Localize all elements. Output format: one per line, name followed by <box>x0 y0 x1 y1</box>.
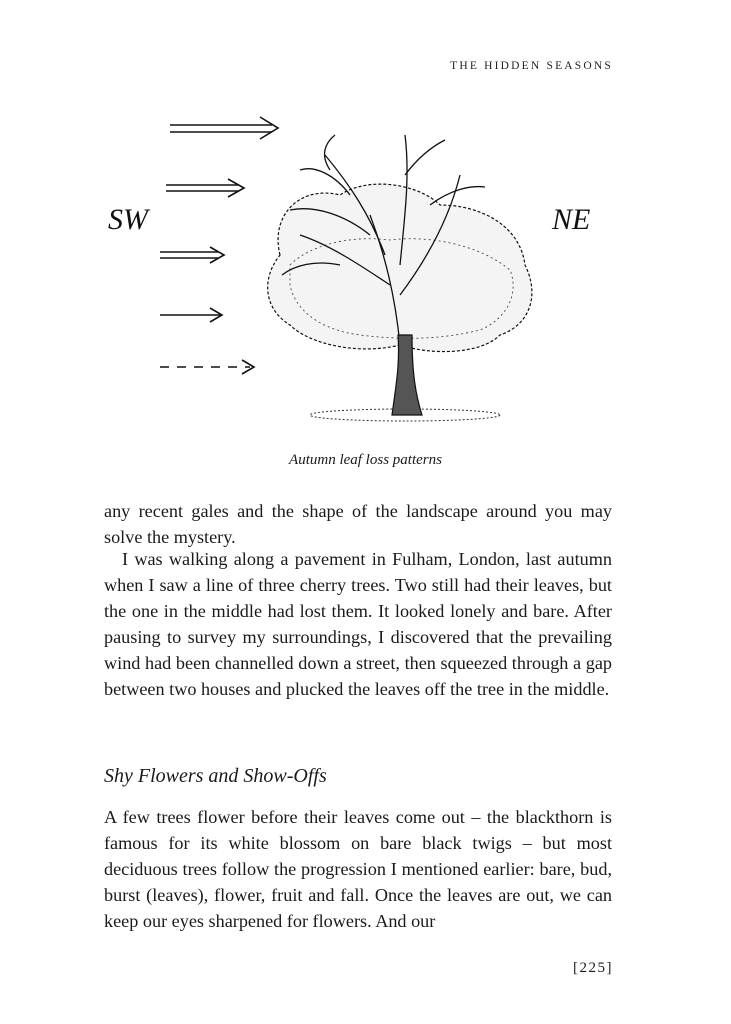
wind-arrow-dashed <box>160 360 254 374</box>
wind-arrow <box>166 179 244 197</box>
wind-arrows <box>160 117 278 374</box>
paragraph-text: any recent gales and the shape of the landscape around you may solve the mystery. <box>104 501 612 547</box>
label-sw: SW <box>108 203 148 236</box>
figure-caption: Autumn leaf loss patterns <box>289 452 442 468</box>
running-head: THE HIDDEN SEASONS <box>450 60 613 72</box>
paragraph-text: A few trees flower before their leaves come out – the blackthorn is famous for its white blossom on bare black twigs – but most deciduous trees follow the progression I mentioned earlier: bare, bud, burst (leaves), flower, fruit and fall. Once the leaves are out, we can keep our eyes sharpened for flowers. And our <box>104 807 612 931</box>
tree-illustration <box>100 95 620 435</box>
label-ne: NE <box>552 203 591 236</box>
section-heading: Shy Flowers and Show-Offs <box>104 765 327 787</box>
paragraph-2 <box>104 546 612 702</box>
paragraph-3 <box>104 804 612 934</box>
paragraph-1 <box>104 498 612 550</box>
page-number: [225] <box>573 960 613 976</box>
paragraph-text: I was walking along a pavement in Fulham, London, last autumn when I saw a line of three cherry trees. Two still had their leaves, but the one in the middle had lost them. It looked lonely and bare. After pausing to survey my surroundings, I discovered that the prevailing wind had been channelled down a street, then squeezed through a gap between two houses and plucked the leaves off the tree in the middle. <box>104 549 612 699</box>
wind-arrow <box>170 117 278 139</box>
wind-arrow <box>160 247 224 263</box>
wind-arrow <box>160 308 222 322</box>
